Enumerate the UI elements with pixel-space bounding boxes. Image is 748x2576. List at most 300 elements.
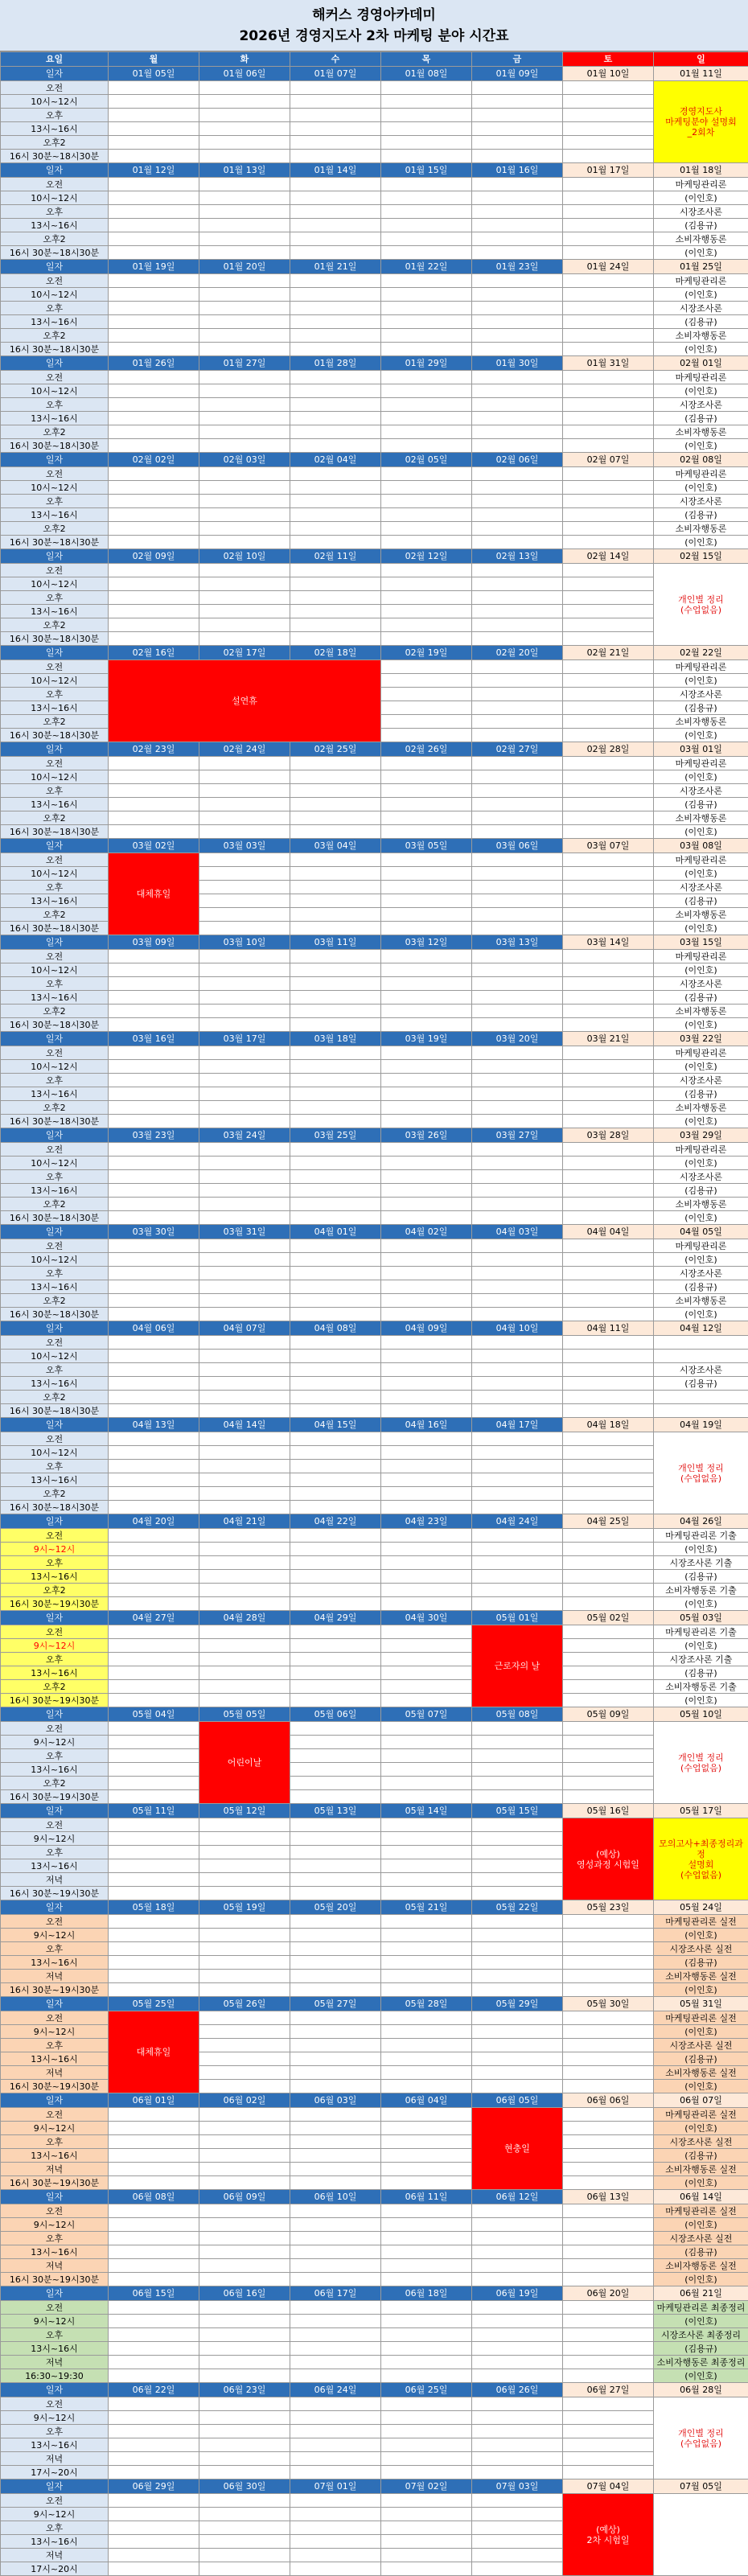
date-cell: 01월 14일 <box>290 163 381 178</box>
date-cell: 03월 30일 <box>109 1225 199 1239</box>
schedule-cell <box>472 315 563 329</box>
schedule-cell <box>199 963 290 977</box>
time-label: 오후 <box>1 881 109 894</box>
date-cell: 04월 17일 <box>472 1418 563 1432</box>
time-label: 10시~12시 <box>1 867 109 881</box>
schedule-cell <box>199 1460 290 1473</box>
schedule-cell <box>472 688 563 701</box>
sunday-event: (이인호) <box>654 2025 748 2039</box>
schedule-cell <box>290 1763 381 1777</box>
schedule-cell <box>109 495 199 508</box>
time-label: 10시~12시 <box>1 963 109 977</box>
schedule-cell <box>563 495 654 508</box>
sunday-event: (김용규) <box>654 412 748 425</box>
holiday-block: (예상) 2차 시험일 <box>563 2494 654 2576</box>
schedule-cell <box>381 1956 472 1970</box>
schedule-cell <box>290 1832 381 1846</box>
schedule-cell <box>563 2411 654 2425</box>
schedule-cell <box>109 1115 199 1128</box>
date-cell: 06월 27일 <box>563 2383 654 2397</box>
schedule-cell <box>199 2315 290 2328</box>
time-label: 17시~20시 <box>1 2466 109 2479</box>
schedule-cell <box>472 1336 563 1350</box>
schedule-cell <box>472 1956 563 1970</box>
schedule-cell <box>199 398 290 412</box>
date-cell: 06월 26일 <box>472 2383 563 2397</box>
day-label-cell: 일자 <box>1 1514 109 1529</box>
schedule-cell <box>381 2108 472 2122</box>
schedule-cell <box>290 2425 381 2438</box>
schedule-cell <box>472 784 563 798</box>
schedule-cell <box>199 150 290 163</box>
schedule-cell <box>109 1294 199 1308</box>
day-label-cell: 일자 <box>1 935 109 950</box>
schedule-cell <box>290 398 381 412</box>
schedule-cell <box>290 2066 381 2080</box>
schedule-cell <box>199 757 290 770</box>
schedule-cell <box>109 1722 199 1736</box>
sunday-event: (김용규) <box>654 1377 748 1391</box>
schedule-cell <box>381 2259 472 2273</box>
schedule-cell <box>472 495 563 508</box>
schedule-cell <box>199 1198 290 1211</box>
schedule-cell <box>381 1005 472 1018</box>
schedule-cell <box>472 853 563 867</box>
schedule-cell <box>199 784 290 798</box>
column-header-sun: 일 <box>654 52 748 67</box>
sunday-event: (이인호) <box>654 1115 748 1128</box>
sunday-event: (이인호) <box>654 963 748 977</box>
time-label: 오전 <box>1 371 109 384</box>
time-label: 오전 <box>1 1239 109 1253</box>
schedule-cell <box>381 1239 472 1253</box>
schedule-cell <box>199 1087 290 1101</box>
schedule-cell <box>472 274 563 288</box>
schedule-cell <box>199 1873 290 1887</box>
schedule-cell <box>199 1473 290 1487</box>
sunday-event: (이인호) <box>654 2176 748 2190</box>
schedule-cell <box>472 2356 563 2369</box>
schedule-cell <box>199 2259 290 2273</box>
schedule-cell <box>472 894 563 908</box>
schedule-cell <box>381 536 472 549</box>
schedule-cell <box>563 1170 654 1184</box>
time-slot-row <box>1 1915 748 1929</box>
sunday-event: (이인호) <box>654 2273 748 2286</box>
time-label: 13시~16시 <box>1 2149 109 2163</box>
date-cell: 06월 20일 <box>563 2286 654 2301</box>
sunday-event: 시장조사론 기출 <box>654 1653 748 1666</box>
schedule-cell <box>290 95 381 109</box>
schedule-cell <box>109 2356 199 2369</box>
schedule-cell <box>109 425 199 439</box>
schedule-cell <box>109 2369 199 2383</box>
schedule-cell <box>109 343 199 356</box>
date-cell: 06월 13일 <box>563 2190 654 2204</box>
time-label: 16시 30분~18시30분 <box>1 1404 109 1418</box>
schedule-cell <box>381 977 472 991</box>
time-label: 9시~12시 <box>1 2025 109 2039</box>
schedule-cell <box>290 1046 381 1060</box>
schedule-cell <box>381 2052 472 2066</box>
schedule-cell <box>381 2245 472 2259</box>
date-cell: 02월 06일 <box>472 453 563 467</box>
time-slot-row <box>1 1391 748 1404</box>
time-slot-row <box>1 384 748 398</box>
schedule-cell <box>109 963 199 977</box>
schedule-table <box>0 51 748 2576</box>
date-cell: 04월 25일 <box>563 1514 654 1529</box>
schedule-cell <box>472 618 563 632</box>
schedule-cell <box>381 1253 472 1267</box>
schedule-cell <box>199 302 290 315</box>
schedule-cell <box>109 1460 199 1473</box>
schedule-cell <box>472 1087 563 1101</box>
schedule-cell <box>109 1653 199 1666</box>
schedule-cell <box>472 302 563 315</box>
time-label: 저녁 <box>1 2259 109 2273</box>
schedule-cell <box>563 2011 654 2025</box>
schedule-cell <box>472 2052 563 2066</box>
schedule-cell <box>290 467 381 481</box>
sunday-event: 소비자행동론 기출 <box>654 1584 748 1597</box>
schedule-cell <box>563 1625 654 1639</box>
time-label: 10시~12시 <box>1 1060 109 1074</box>
date-cell: 01월 27일 <box>199 356 290 371</box>
schedule-cell <box>381 564 472 577</box>
schedule-cell <box>109 1253 199 1267</box>
time-slot-row <box>1 2245 748 2259</box>
schedule-cell <box>290 1983 381 1997</box>
schedule-cell <box>199 315 290 329</box>
schedule-cell <box>563 1970 654 1983</box>
schedule-cell <box>472 1005 563 1018</box>
schedule-cell <box>563 2108 654 2122</box>
sunday-event: (이인호) <box>654 481 748 495</box>
sunday-event: 소비자행동론 <box>654 1294 748 1308</box>
schedule-cell <box>290 232 381 246</box>
schedule-cell <box>381 577 472 591</box>
week-date-row <box>1 2286 748 2301</box>
schedule-cell <box>109 1873 199 1887</box>
schedule-cell <box>199 274 290 288</box>
schedule-cell <box>109 1198 199 1211</box>
schedule-cell <box>381 1157 472 1170</box>
day-label-cell: 일자 <box>1 67 109 81</box>
schedule-cell <box>109 1074 199 1087</box>
date-cell: 05월 21일 <box>381 1900 472 1915</box>
schedule-cell <box>109 81 199 95</box>
time-slot-row <box>1 591 748 605</box>
schedule-cell <box>563 770 654 784</box>
date-cell: 02월 04일 <box>290 453 381 467</box>
time-slot-row <box>1 178 748 191</box>
sunday-event: 소비자행동론 <box>654 1198 748 1211</box>
time-label: 저녁 <box>1 2549 109 2562</box>
time-slot-row <box>1 1239 748 1253</box>
date-cell: 02월 24일 <box>199 742 290 757</box>
schedule-cell <box>109 1239 199 1253</box>
sunday-event <box>654 1404 748 1418</box>
date-cell: 02월 25일 <box>290 742 381 757</box>
schedule-cell <box>563 1790 654 1804</box>
schedule-cell <box>199 2149 290 2163</box>
schedule-cell <box>563 1446 654 1460</box>
schedule-cell <box>290 1487 381 1501</box>
time-slot-row <box>1 1087 748 1101</box>
schedule-cell <box>290 1253 381 1267</box>
date-cell: 05월 18일 <box>109 1900 199 1915</box>
schedule-cell <box>290 1584 381 1597</box>
schedule-cell <box>472 715 563 729</box>
date-cell: 04월 29일 <box>290 1611 381 1625</box>
schedule-cell <box>381 1749 472 1763</box>
schedule-cell <box>381 481 472 495</box>
schedule-cell <box>290 302 381 315</box>
date-cell: 02월 01일 <box>654 356 748 371</box>
sunday-event: 마케팅관리론 기출 <box>654 1625 748 1639</box>
time-slot-row <box>1 2411 748 2425</box>
date-cell: 05월 27일 <box>290 1997 381 2011</box>
date-cell: 04월 03일 <box>472 1225 563 1239</box>
schedule-cell <box>290 481 381 495</box>
time-slot-row <box>1 1487 748 1501</box>
time-label: 13시~16시 <box>1 1956 109 1970</box>
time-slot-row <box>1 660 748 674</box>
time-label: 오전 <box>1 1336 109 1350</box>
schedule-cell <box>290 1446 381 1460</box>
schedule-cell <box>199 2163 290 2176</box>
date-cell: 03월 25일 <box>290 1128 381 1143</box>
schedule-cell <box>381 1942 472 1956</box>
schedule-cell <box>109 1970 199 1983</box>
schedule-cell <box>381 1170 472 1184</box>
schedule-cell <box>290 109 381 122</box>
date-cell: 06월 23일 <box>199 2383 290 2397</box>
schedule-cell <box>199 2245 290 2259</box>
schedule-cell <box>472 1487 563 1501</box>
schedule-cell <box>109 1363 199 1377</box>
schedule-cell <box>563 1929 654 1942</box>
date-cell: 04월 10일 <box>472 1321 563 1336</box>
schedule-cell <box>381 150 472 163</box>
time-label: 저녁 <box>1 2066 109 2080</box>
time-label: 오후 <box>1 2135 109 2149</box>
schedule-cell <box>290 784 381 798</box>
schedule-cell <box>472 605 563 618</box>
time-slot-row <box>1 1625 748 1639</box>
time-label: 9시~12시 <box>1 1639 109 1653</box>
time-label: 13시~16시 <box>1 2245 109 2259</box>
date-cell: 06월 21일 <box>654 2286 748 2301</box>
time-label: 10시~12시 <box>1 481 109 495</box>
time-label: 오후 <box>1 2039 109 2052</box>
schedule-cell <box>109 2521 199 2535</box>
time-label: 오후 <box>1 2328 109 2342</box>
date-cell: 04월 28일 <box>199 1611 290 1625</box>
schedule-cell <box>381 1970 472 1983</box>
schedule-cell <box>290 191 381 205</box>
schedule-cell <box>109 1377 199 1391</box>
schedule-cell <box>199 2508 290 2521</box>
time-label: 오후 <box>1 1074 109 1087</box>
time-label: 13시~16시 <box>1 701 109 715</box>
date-cell: 06월 12일 <box>472 2190 563 2204</box>
time-slot-row <box>1 1736 748 1749</box>
schedule-cell <box>381 1722 472 1736</box>
time-label: 오전 <box>1 950 109 963</box>
time-slot-row <box>1 2135 748 2149</box>
schedule-cell <box>563 81 654 95</box>
time-slot-row <box>1 1101 748 1115</box>
schedule-cell <box>381 811 472 825</box>
schedule-cell <box>563 1336 654 1350</box>
schedule-cell <box>199 1859 290 1873</box>
week-date-row <box>1 1225 748 1239</box>
time-slot-row <box>1 1942 748 1956</box>
schedule-cell <box>472 2535 563 2549</box>
time-slot-row <box>1 1694 748 1707</box>
date-cell: 01월 25일 <box>654 260 748 274</box>
schedule-cell <box>290 2549 381 2562</box>
time-label: 16시 30분~18시30분 <box>1 922 109 935</box>
schedule-cell <box>381 963 472 977</box>
schedule-cell <box>472 288 563 302</box>
date-cell: 07월 01일 <box>290 2479 381 2494</box>
schedule-cell <box>290 977 381 991</box>
schedule-cell <box>563 2315 654 2328</box>
date-cell: 05월 09일 <box>563 1707 654 1722</box>
time-slot-row <box>1 1777 748 1790</box>
sunday-event: (김용규) <box>654 2149 748 2163</box>
schedule-cell <box>563 2245 654 2259</box>
date-cell: 05월 14일 <box>381 1804 472 1818</box>
schedule-cell <box>472 701 563 715</box>
schedule-cell <box>472 1294 563 1308</box>
time-label: 오전 <box>1 853 109 867</box>
date-cell: 05월 15일 <box>472 1804 563 1818</box>
time-slot-row <box>1 1790 748 1804</box>
schedule-cell <box>199 1363 290 1377</box>
time-label: 13시~16시 <box>1 2438 109 2452</box>
schedule-cell <box>472 1046 563 1060</box>
schedule-cell <box>381 2562 472 2576</box>
schedule-cell <box>563 1294 654 1308</box>
schedule-cell <box>563 412 654 425</box>
schedule-cell <box>290 1818 381 1832</box>
sunday-event: 개인별 정리 (수업없음) <box>654 2397 748 2479</box>
schedule-cell <box>199 922 290 935</box>
date-cell: 05월 04일 <box>109 1707 199 1722</box>
schedule-cell <box>290 2135 381 2149</box>
week-date-row <box>1 67 748 81</box>
date-cell: 02월 23일 <box>109 742 199 757</box>
date-cell: 06월 24일 <box>290 2383 381 2397</box>
schedule-cell <box>563 1101 654 1115</box>
time-slot-row <box>1 1198 748 1211</box>
schedule-cell <box>472 1859 563 1873</box>
schedule-cell <box>563 894 654 908</box>
schedule-cell <box>472 1722 563 1736</box>
schedule-cell <box>563 1018 654 1032</box>
schedule-cell <box>290 1115 381 1128</box>
schedule-cell <box>563 2039 654 2052</box>
time-label: 저녁 <box>1 2163 109 2176</box>
date-cell: 03월 14일 <box>563 935 654 950</box>
time-slot-row <box>1 2163 748 2176</box>
schedule-cell <box>109 1846 199 1859</box>
schedule-cell <box>290 2328 381 2342</box>
time-label: 13시~16시 <box>1 2535 109 2549</box>
time-slot-row <box>1 963 748 977</box>
schedule-cell <box>199 1391 290 1404</box>
time-slot-row <box>1 784 748 798</box>
time-label: 오후 <box>1 977 109 991</box>
time-slot-row <box>1 1653 748 1666</box>
schedule-cell <box>199 2232 290 2245</box>
schedule-cell <box>563 178 654 191</box>
schedule-cell <box>472 1391 563 1404</box>
schedule-cell <box>290 343 381 356</box>
schedule-cell <box>381 1625 472 1639</box>
schedule-cell <box>563 274 654 288</box>
sunday-event: (이인호) <box>654 288 748 302</box>
schedule-cell <box>472 811 563 825</box>
schedule-cell <box>290 1749 381 1763</box>
sunday-event: (이인호) <box>654 246 748 260</box>
time-label: 오후 <box>1 2425 109 2438</box>
time-slot-row <box>1 2369 748 2383</box>
schedule-cell <box>290 591 381 605</box>
schedule-cell <box>563 1143 654 1157</box>
time-slot-row <box>1 1115 748 1128</box>
time-slot-row <box>1 1983 748 1997</box>
time-slot-row <box>1 439 748 453</box>
time-slot-row <box>1 95 748 109</box>
time-label: 저녁 <box>1 1970 109 1983</box>
schedule-cell <box>381 2452 472 2466</box>
time-label: 16시 30분~19시30분 <box>1 1790 109 1804</box>
time-label: 오후2 <box>1 425 109 439</box>
date-cell: 02월 10일 <box>199 549 290 564</box>
schedule-cell <box>199 1308 290 1321</box>
week-date-row <box>1 839 748 853</box>
time-label: 오후2 <box>1 329 109 343</box>
schedule-cell <box>472 1584 563 1597</box>
schedule-cell <box>109 1763 199 1777</box>
schedule-cell <box>290 1170 381 1184</box>
time-label: 오후2 <box>1 136 109 150</box>
schedule-cell <box>109 2411 199 2425</box>
time-label: 17시~20시 <box>1 2562 109 2576</box>
time-slot-row <box>1 1308 748 1321</box>
schedule-cell <box>563 674 654 688</box>
schedule-cell <box>290 1956 381 1970</box>
schedule-cell <box>199 1929 290 1942</box>
schedule-cell <box>472 881 563 894</box>
schedule-cell <box>199 1280 290 1294</box>
schedule-cell <box>563 577 654 591</box>
schedule-cell <box>199 508 290 522</box>
date-cell: 02월 12일 <box>381 549 472 564</box>
date-cell: 04월 05일 <box>654 1225 748 1239</box>
time-label: 10시~12시 <box>1 384 109 398</box>
time-slot-row <box>1 1280 748 1294</box>
schedule-cell <box>472 205 563 219</box>
time-label: 13시~16시 <box>1 991 109 1005</box>
sunday-event: 시장조사론 실전 <box>654 2232 748 2245</box>
schedule-cell <box>381 922 472 935</box>
